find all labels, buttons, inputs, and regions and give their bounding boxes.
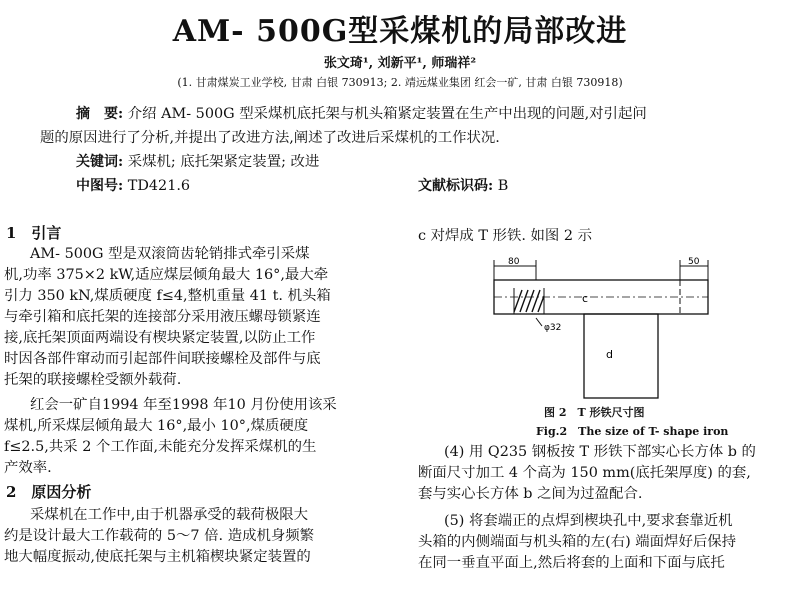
text-line: 头箱的内侧端面与机头箱的左(右) 端面焊好后保持 — [418, 534, 737, 550]
text-line: 托架的联接螺栓受额外载荷. — [4, 372, 182, 388]
text-line: 时因各部件窜动而引起部件间联接螺栓及部件与底 — [4, 351, 321, 367]
dim-label-80: 80 — [508, 257, 520, 267]
authors: 张文琦¹, 刘新平¹, 师瑞祥² — [323, 56, 477, 71]
text-line: 接,底托架顶面两端设有楔块紧定装置,以防止工作 — [4, 330, 316, 346]
hole-leader — [536, 318, 542, 326]
weld-hatch — [514, 290, 544, 312]
keywords-text: 采煤机; 底托架紧定装置; 改进 — [127, 154, 320, 170]
figure-caption-en: Fig.2 The size of T- shape iron — [536, 425, 729, 438]
abstract-text-1: 介绍 AM- 500G 型采煤机底托架与机头箱紧定装置在生产中出现的问题,对引起问 — [127, 106, 647, 122]
affiliation: (1. 甘肃煤炭工业学校, 甘肃 白银 730913; 2. 靖远煤业集团 红会一矿, 甘肃 白银 730918) — [177, 76, 623, 89]
text-line: 引力 350 kN,煤质硬度 f≤4,整机重量 41 t. 机头箱 — [4, 288, 331, 304]
text-line: 产效率. — [4, 460, 52, 476]
dim-label-hole: φ32 — [544, 323, 562, 333]
clc-number — [76, 176, 190, 197]
document-code — [418, 176, 508, 197]
page-title: AM- 500G型采煤机的局部改进 — [172, 14, 628, 49]
abstract-label: 摘 要: — [76, 106, 124, 122]
keywords-label: 关键词: — [76, 154, 124, 170]
text-line: 在同一垂直平面上,然后将套的上面和下面与底托 — [418, 555, 725, 571]
section-heading-analysis: 2 原因分析 — [6, 483, 92, 501]
abstract-line-2: 题的原因进行了分析,并提出了改进方法,阐述了改进后采煤机的工作状况. — [40, 130, 500, 146]
abstract-line-1 — [76, 104, 647, 125]
text-line: 套与实心长方体 b 之间为过盈配合. — [418, 486, 643, 502]
text-line: 约是设计最大工作载荷的 5～7 倍. 造成机身频繁 — [4, 528, 315, 544]
text-line: 红会一矿自1994 年至1998 年10 月份使用该采 — [30, 397, 337, 413]
lower-block-d — [584, 314, 658, 398]
text-line: 煤机,所采煤层倾角最大 16°,最小 10°,煤质硬度 — [4, 418, 309, 434]
label-c: c — [582, 292, 589, 305]
t-shape-iron-figure — [480, 250, 750, 402]
right-intro-line: c 对焊成 T 形铁. 如图 2 示 — [418, 228, 592, 244]
text-line: AM- 500G 型是双滚筒齿轮销排式牵引采煤 — [30, 246, 310, 262]
text-line: 地大幅度振动,使底托架与主机箱楔块紧定装置的 — [4, 549, 311, 565]
text-line: 采煤机在工作中,由于机器承受的载荷极限大 — [30, 507, 308, 523]
keywords — [76, 152, 319, 173]
doc-code-text: B — [497, 178, 509, 194]
label-d: d — [606, 348, 613, 361]
clc-label: 中图号: — [76, 178, 124, 194]
doc-code-label: 文献标识码: — [418, 178, 494, 194]
dim-label-50: 50 — [688, 257, 700, 267]
text-line: (5) 将套端正的点焊到楔块孔中,要求套靠近机 — [444, 513, 733, 529]
text-line: 机,功率 375×2 kW,适应煤层倾角最大 16°,最大牵 — [4, 267, 329, 283]
text-line: 断面尺寸加工 4 个高为 150 mm(底托架厚度) 的套, — [418, 465, 751, 481]
text-line: 与牵引箱和底托架的连接部分采用液压螺母锁紧连 — [4, 309, 321, 325]
text-line: (4) 用 Q235 钢板按 T 形铁下部实心长方体 b 的 — [444, 444, 756, 460]
figure-caption-cn: 图 2 T 形铁尺寸图 — [544, 406, 645, 419]
section-heading-intro: 1 引言 — [6, 224, 62, 242]
text-line: f≤2.5,共采 2 个工作面,未能充分发挥采煤机的生 — [4, 439, 317, 455]
clc-text: TD421.6 — [127, 178, 191, 194]
